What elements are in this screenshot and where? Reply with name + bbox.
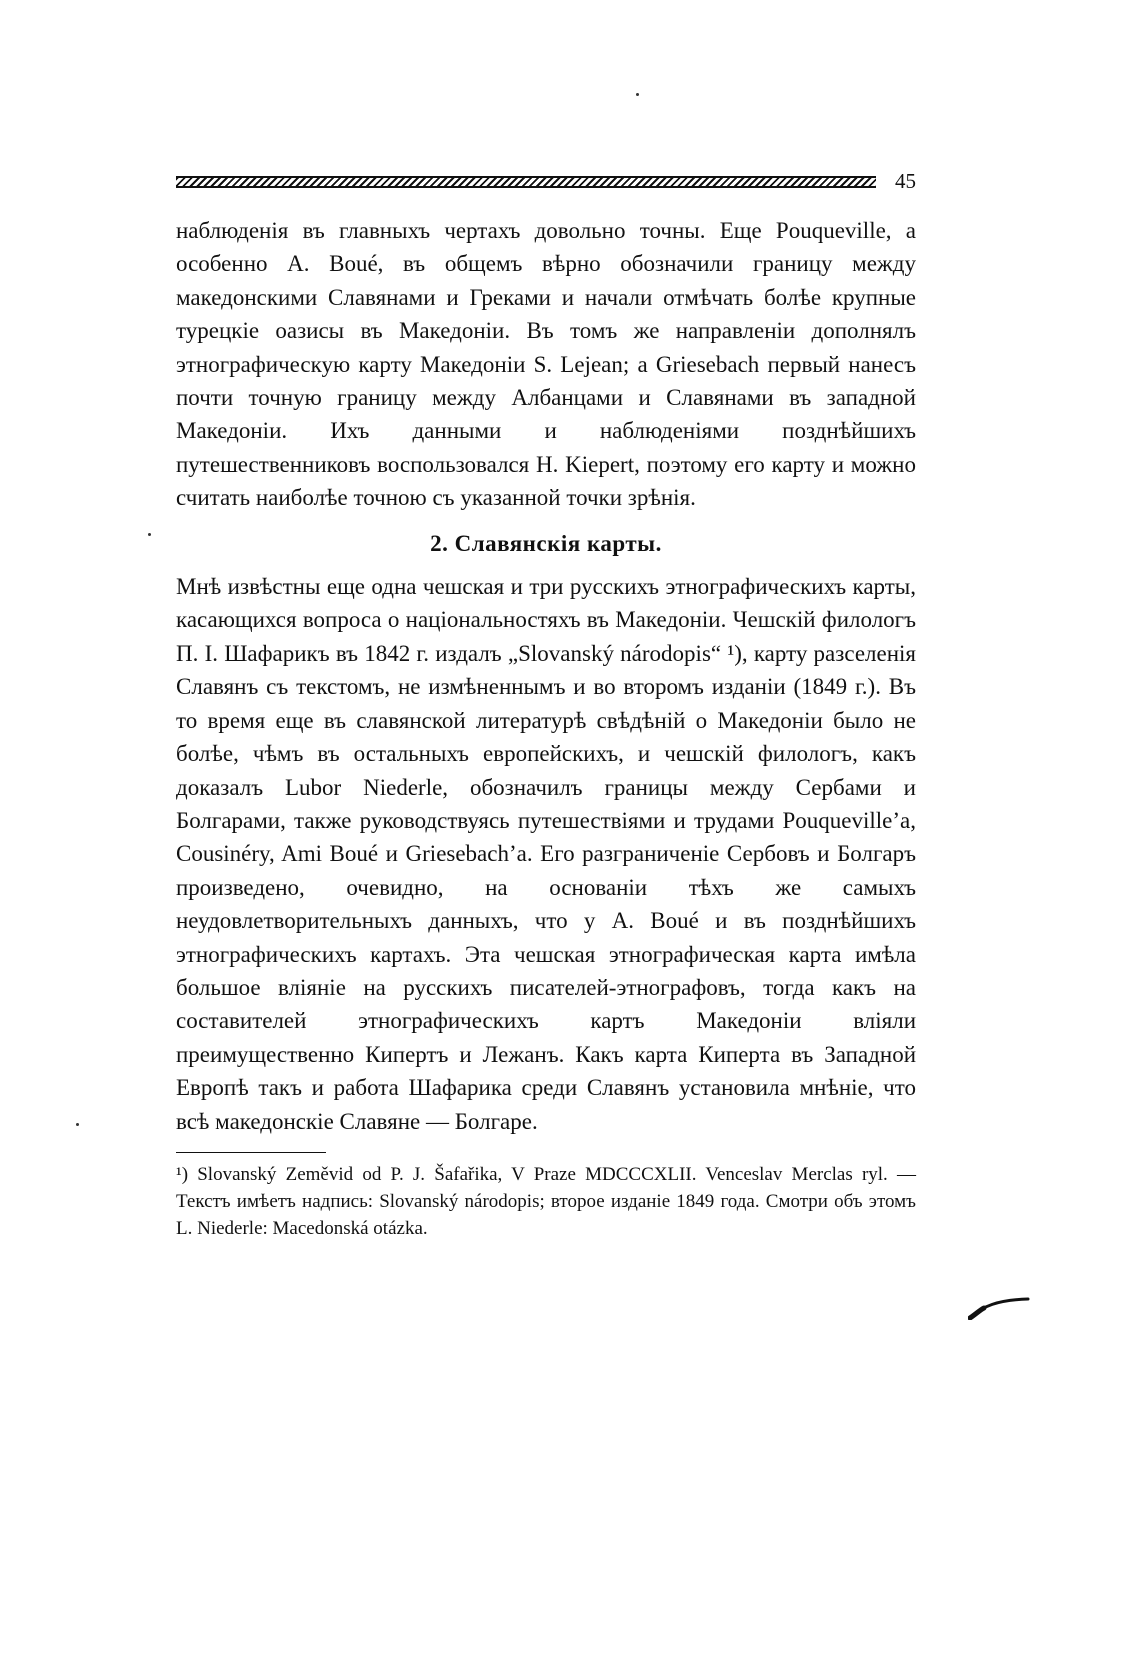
- scan-speck: [76, 1123, 79, 1126]
- paragraph-slavic-maps: Мнѣ извѣстны еще одна чешская и три русскихъ этнографическихъ карты, касающихся вопроса о національностяхъ въ Македоніи. Чешскій филологъ П. І. Шафарикъ въ 1842 г. издалъ „Slovanský národopis“ ¹), карту разселенія Славянъ съ текстомъ, не измѣненнымъ и во второмъ изданіи (1849 г.). Въ то время еще въ славянской литературѣ свѣдѣній о Македоніи было не болѣе, чѣмъ въ остальныхъ европейскихъ, и чешскій филологъ, какъ доказалъ Lubor Niederle, обозначилъ границы между Сербами и Болгарами, также руководствуясь путешествіями и трудами Pouqueville’a, Cousinéry, Ami Boué и Griesebach’a. Его разграниченіе Сербовъ и Болгаръ произведено, очевидно, на основаніи тѣхъ же самыхъ неудовлетворительныхъ данныхъ, что у A. Boué и въ позднѣйшихъ этнографическихъ картахъ. Эта чешская этнографическая карта имѣла большое вліяніе на русскихъ писателей-этнографовъ, тогда какъ на составителей этнографическихъ картъ Македоніи вліяли преимущественно Кипертъ и Лежанъ. Какъ карта Киперта въ Западной Европѣ такъ и работа Шафарика среди Славянъ установила мнѣніе, что всѣ македонскіе Славяне — Болгаре.: [176, 574, 916, 1134]
- page-header: [176, 168, 920, 194]
- paragraph-continuation: наблюденія въ главныхъ чертахъ довольно точны. Еще Pouqueville, а особенно A. Boué, въ общемъ вѣрно обозначили границу между македонскими Славянами и Греками и начали отмѣчать болѣе крупные турецкіе оазисы въ Македоніи. Въ томъ же направленіи дополнялъ этнографическую карту Македоніи S. Lejean; а Griesebach первый нанесъ почти точную границу между Албанцами и Славянами въ западной Македоніи. Ихъ данными и наблюденіями позднѣйшихъ путешественниковъ воспользовался H. Kiepert, поэтому его карту и можно считать наиболѣе точною съ указанной точки зрѣнія.: [176, 218, 916, 511]
- footnote-separator: [176, 1152, 326, 1153]
- decorative-border: [176, 176, 876, 188]
- pen-stroke-mark: [968, 1296, 1030, 1320]
- page-body: [176, 214, 916, 1242]
- scan-speck: [636, 93, 639, 96]
- page-number: 45: [895, 169, 916, 193]
- footnote: ¹) Slovanský Zeměvid od P. J. Šafařika, V Praze MDCCCXLII. Venceslav Merclas ryl. — Текстъ имѣетъ надпись: Slovanský národopis; второе изданіе 1849 года. Смотри объ этомъ L. Niederle: Macedonská otázka.: [176, 1163, 916, 1239]
- section-heading: 2. Славянскія карты.: [430, 530, 662, 556]
- scan-speck: [148, 533, 151, 536]
